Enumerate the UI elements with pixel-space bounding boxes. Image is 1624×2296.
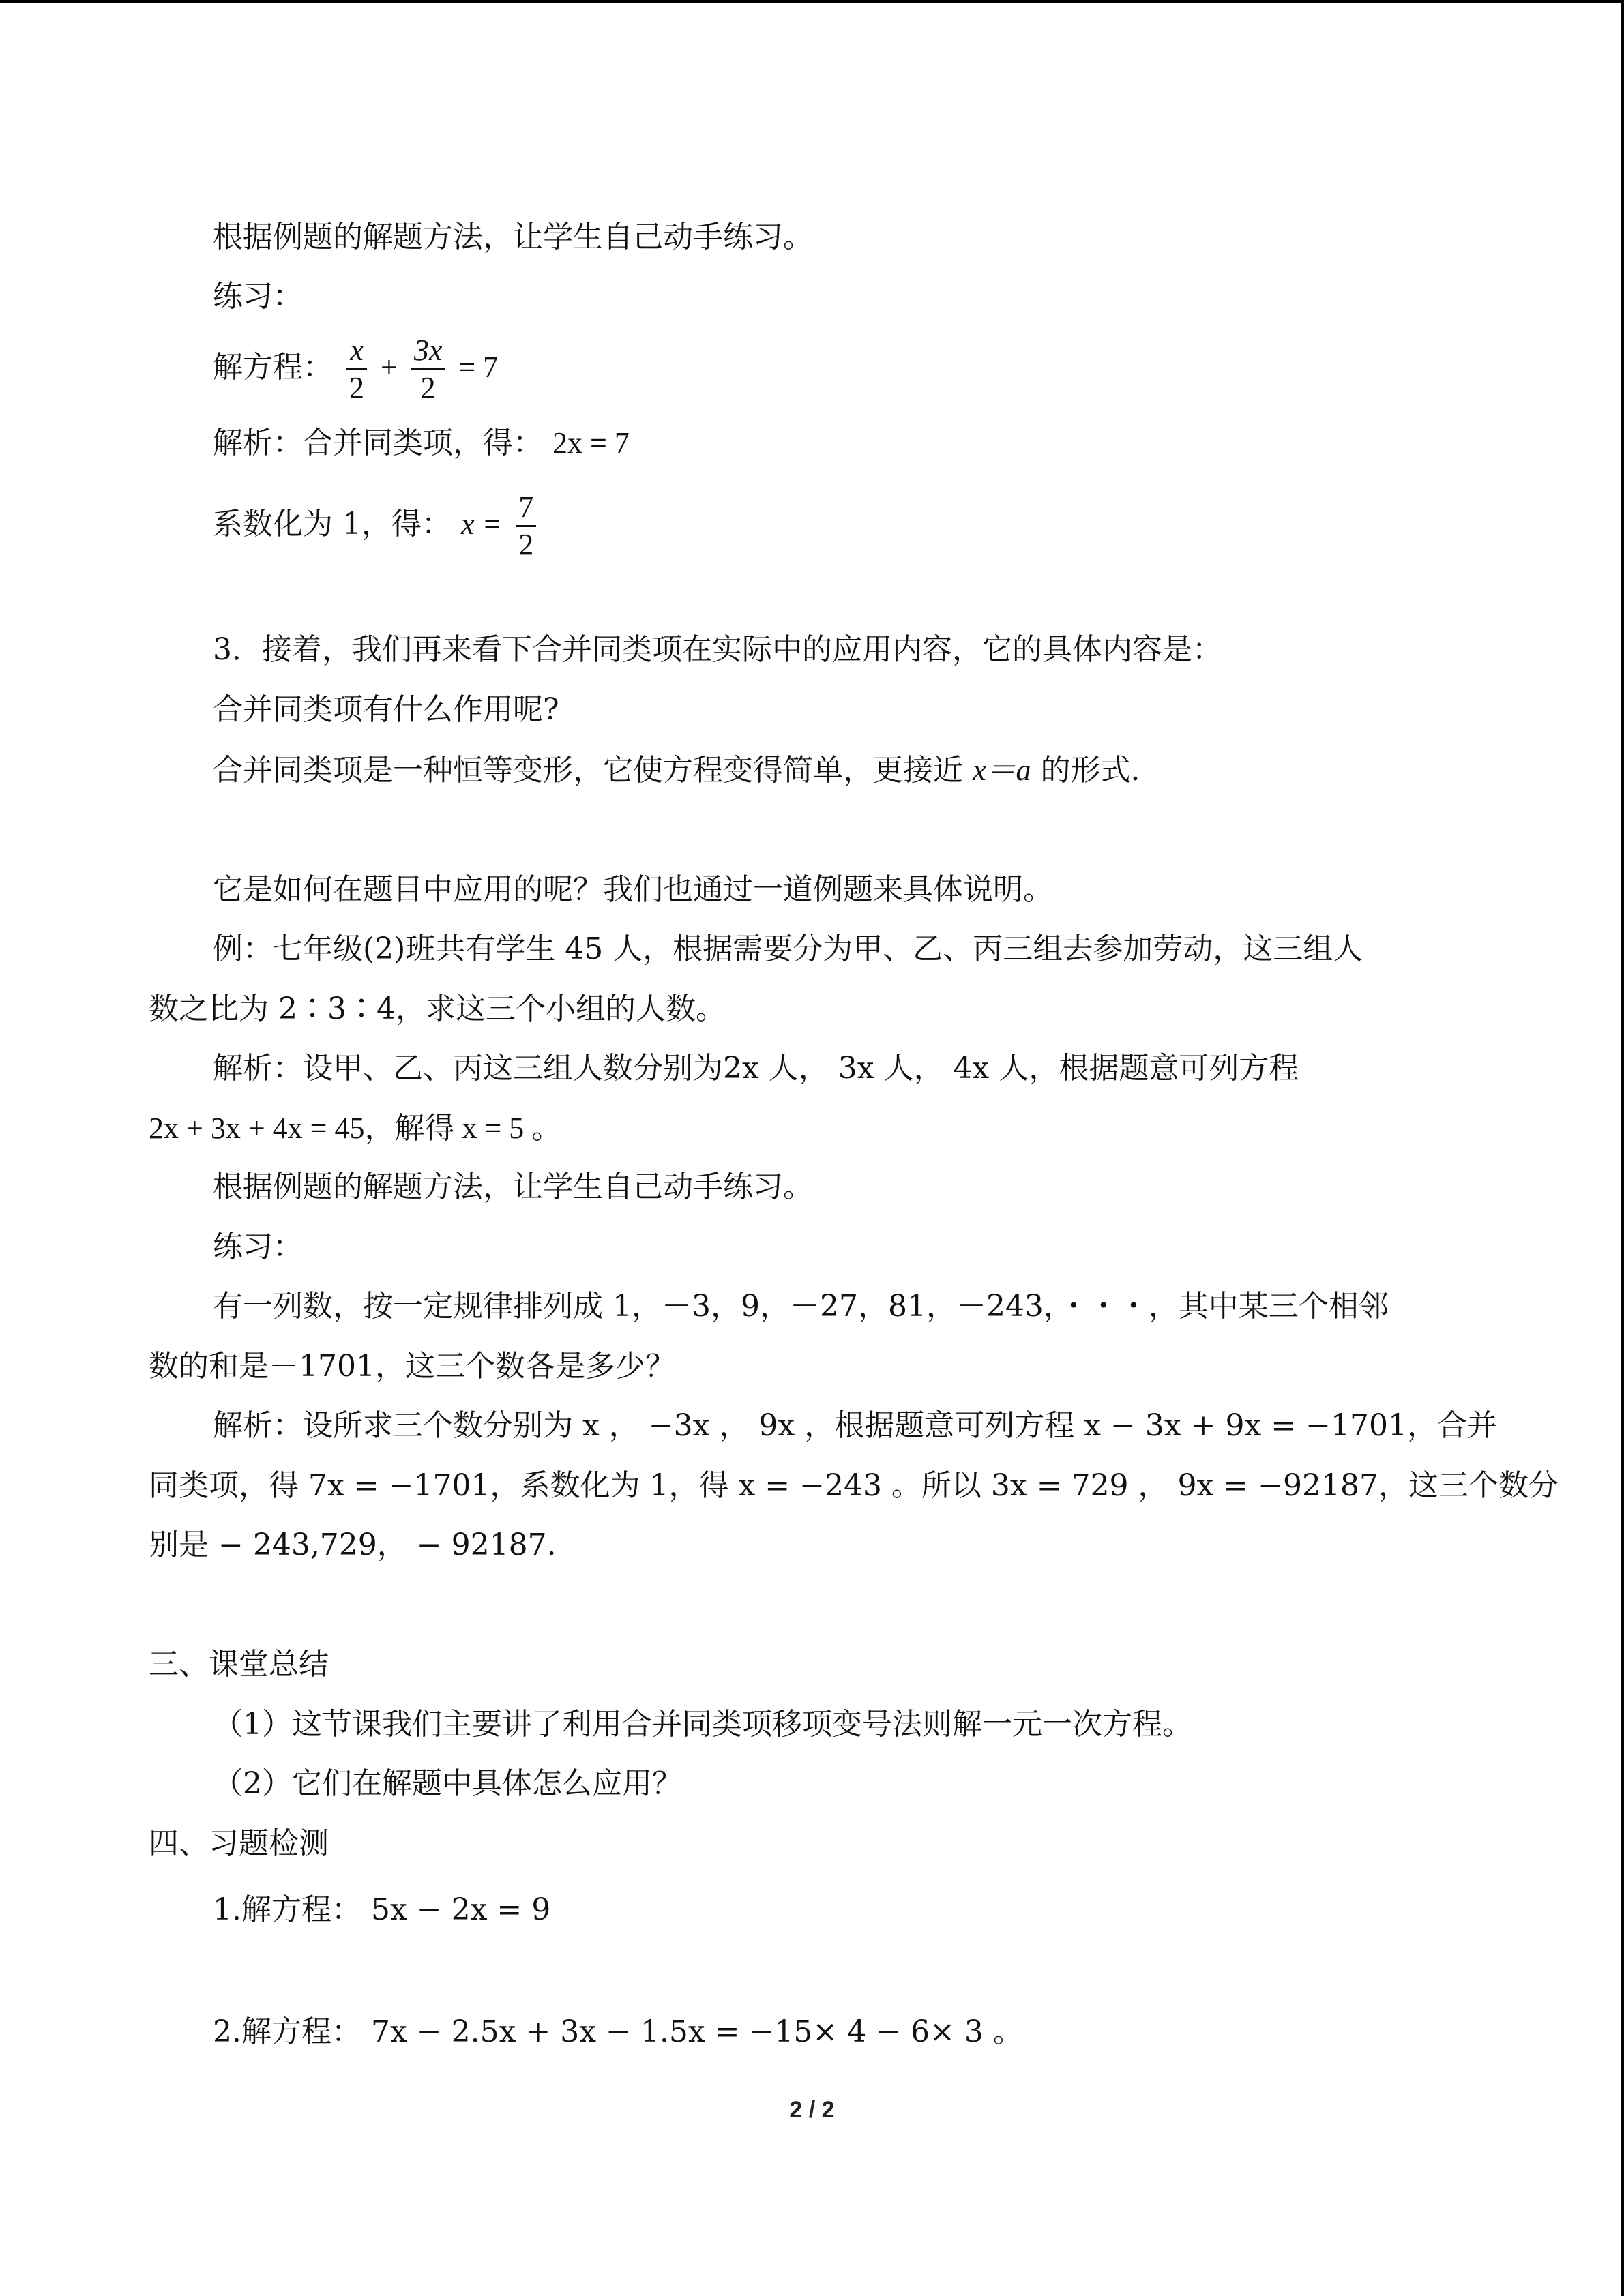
exercise-question-1: 1.解方程： 5x − 2x = 9 (213, 1892, 551, 1927)
practice1-label: 练习： (213, 279, 303, 314)
fraction-denominator: 2 (349, 371, 364, 404)
example-line-1: 例：七年级(2)班共有学生 45 人，根据需要分为甲、乙、丙三组去参加劳动，这三组人 (213, 931, 1363, 966)
section3-question: 合并同类项有什么作用呢? (213, 692, 559, 727)
practice1-equation (213, 333, 498, 406)
analysis-line-2: 2x + 3x + 4x = 45，解得 x = 5 。 (149, 1112, 562, 1145)
summary-item-2: （2）它们在解题中具体怎么应用？ (213, 1766, 682, 1801)
fraction-numerator: 7 (516, 490, 536, 527)
answer-suffix: 的形式. (1040, 753, 1140, 788)
step2-label: 系数化为 1，得： (213, 507, 452, 541)
solution-line-1: 解析：设所求三个数分别为 x ， −3x ， 9x ，根据题意可列方程 x − 3x + 9x = −1701，合并 (213, 1408, 1497, 1443)
solution-line-3: 别是 − 243,729， − 92187. (149, 1527, 557, 1562)
equation-label: 解方程： (213, 350, 333, 385)
fraction-numerator: x (346, 333, 367, 370)
step2-lhs: x = (460, 507, 503, 541)
summary-heading: 三、课堂总结 (149, 1647, 329, 1682)
solution-line-2: 同类项，得 7x = −1701，系数化为 1，得 x = −243 。所以 3x = 729 ， 9x = −92187，这三个数分 (149, 1468, 1559, 1503)
problem-line-1: 有一列数，按一定规律排列成 1，－3，9，－27，81，－243，・・・，其中某三个相邻 (213, 1289, 1389, 1324)
fraction-numerator: 3x (411, 333, 445, 370)
practice1-step2 (213, 490, 540, 563)
section3-transition: 它是如何在题目中应用的呢？我们也通过一道例题来具体说明。 (213, 872, 1053, 907)
step1-label: 解析：合并同类项，得： (213, 426, 543, 460)
problem-line-2: 数的和是－1701，这三个数各是多少？ (149, 1349, 675, 1384)
practice1-step1 (213, 423, 630, 464)
answer-math: x＝a (973, 754, 1031, 787)
section3-intro: 3．接着，我们再来看下合并同类项在实际中的应用内容，它的具体内容是： (213, 632, 1222, 667)
summary-item-1: （1）这节课我们主要讲了利用合并同类项移项变号法则解一元一次方程。 (213, 1707, 1192, 1742)
practice2-label: 练习： (213, 1229, 303, 1264)
exercise-question-2: 2.解方程： 7x − 2.5x + 3x − 1.5x = −15× 4 − 6× 3 。 (213, 2014, 1023, 2049)
section3-answer (213, 750, 1140, 791)
answer-prefix: 合并同类项是一种恒等变形，它使方程变得简单，更接近 (213, 753, 963, 788)
fraction-denominator: 2 (420, 371, 436, 404)
practice1-intro: 根据例题的解题方法，让学生自己动手练习。 (213, 220, 813, 254)
exercises-heading: 四、习题检测 (149, 1826, 329, 1861)
page-number: 2 / 2 (789, 2097, 835, 2123)
example-line-2: 数之比为 2∶3∶4，求这三个小组的人数。 (149, 992, 726, 1026)
equation-rhs: = 7 (458, 351, 499, 384)
analysis-line-1: 解析：设甲、乙、丙这三组人数分别为2x 人， 3x 人， 4x 人，根据题意可列方程 (213, 1051, 1299, 1086)
step1-equation: 2x = 7 (552, 426, 630, 460)
fraction-x-over-2 (346, 333, 367, 406)
practice2-intro: 根据例题的解题方法，让学生自己动手练习。 (213, 1169, 813, 1204)
fraction-3x-over-2 (411, 333, 445, 406)
plus-sign: + (381, 351, 398, 384)
fraction-7-over-2 (516, 490, 536, 563)
fraction-denominator: 2 (518, 528, 534, 561)
